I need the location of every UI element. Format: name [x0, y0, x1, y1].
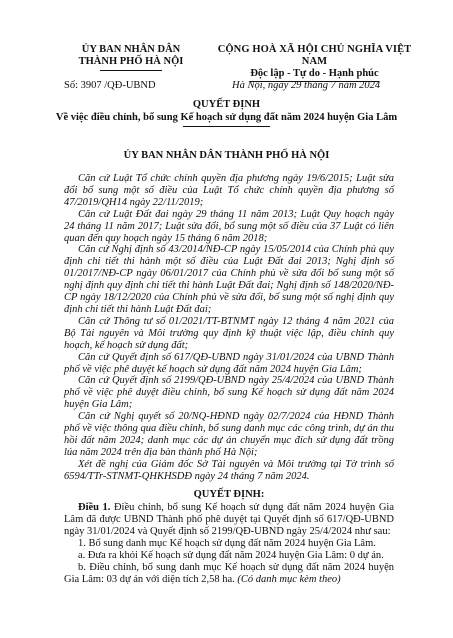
issuing-authority [56, 44, 206, 68]
preamble-item: Căn cứ Quyết định số 617/QĐ-UBND ngày 31/01/2024 của UBND Thành phố về việc phê duyệt kế hoạch sử dụng đất năm 2024 huyện Gia Lâm; [64, 351, 394, 375]
issuing-authority-line1: ỦY BAN NHÂN DÂN [81, 44, 181, 55]
article-1-text: Điều chỉnh, bổ sung Kế hoạch sử dụng đất năm 2024 huyện Gia Lâm đã được UBND Thành phố phê duyệt tại Quyết định số 617/QĐ-UBND ngày 31/01/2024 và Quyết định số 2199/QĐ-UBND ngày 25/4/2024 như sau: [64, 502, 394, 538]
preamble-item: Căn cứ Thông tư số 01/2021/TT-BTNMT ngày 12 tháng 4 năm 2021 của Bộ Tài nguyên và Môi trường quy định kỹ thuật việc lập, điều chỉnh quy hoạch, kế hoạch sử dụng đất; [64, 315, 394, 351]
decides-heading: QUYẾT ĐỊNH: [193, 488, 265, 500]
authority-heading: ỦY BAN NHÂN DÂN THÀNH PHỐ HÀ NỘI [123, 150, 330, 161]
article-1 [64, 502, 394, 538]
place-and-date: Hà Nội, ngày 29 tháng 7 năm 2024 [232, 80, 381, 91]
national-motto: Độc lập - Tự do - Hạnh phúc [250, 68, 378, 82]
article-item: a. Đưa ra khỏi Kế hoạch sử dụng đất năm 2024 huyện Gia Lâm: 0 dự án. [78, 550, 384, 562]
preamble-item: Căn cứ Luật Tổ chức chính quyền địa phương ngày 19/6/2015; Luật sửa đổi bổ sung một số điều của Luật Tổ chức chính quyền địa phương số 47/2019/QH14 ngày 22/11/2019; [64, 173, 394, 208]
article-item-text: b. Điều chỉnh, bổ sung danh mục Kế hoạch sử dụng đất năm 2024 huyện Gia Lâm: 03 dự án với diện tích 2,58 ha. [64, 562, 394, 585]
article-item: 1. Bổ sung danh mục Kế hoạch sử dụng đất năm 2024 huyện Gia Lâm. [78, 538, 376, 550]
national-header [212, 44, 417, 82]
document-subtitle: Về việc điều chỉnh, bổ sung Kế hoạch sử dụng đất năm 2024 huyện Gia Lâm [55, 112, 398, 123]
preamble-item: Căn cứ Nghị quyết số 20/NQ-HĐND ngày 02/7/2024 của HĐND Thành phố về việc thông qua điều chỉnh, bổ sung danh mục các công trình, dự án thu hồi đất năm 2024; danh mục các dự án chuyển mục đích sử dụng đất trồng lúa năm 2024 trên địa bàn thành phố Hà Nội; [64, 411, 394, 458]
annex-note: (Có danh mục kèm theo) [234, 573, 341, 585]
preamble-item: Xét đề nghị của Giám đốc Sở Tài nguyên và Môi trường tại Tờ trình số 6594/TTr-STNMT-QHKHSDĐ ngày 24 tháng 7 năm 2024. [64, 458, 394, 482]
preamble-item: Căn cứ Quyết định số 2199/QĐ-UBND ngày 25/4/2024 của UBND Thành phố về việc phê duyệt điều chỉnh, bổ sung Kế hoạch sử dụng đất năm 2024 huyện Gia Lâm; [64, 375, 394, 411]
document-number: Số: 3907 /QĐ-UBND [64, 80, 156, 91]
article-1-label: Điều 1. [78, 502, 111, 514]
document-title: QUYẾT ĐỊNH [192, 99, 261, 110]
document-body [64, 173, 394, 586]
nation-name: CỘNG HOÀ XÃ HỘI CHỦ NGHĨA VIỆT NAM [217, 44, 412, 67]
preamble-item: Căn cứ Nghị định số 43/2014/NĐ-CP ngày 15/05/2014 của Chính phủ quy định chi tiết thi hành một số điều của Luật Đất đai 2013; Nghị định số 01/2017/NĐ-CP ngày 06/01/2017 của Chính phủ về sửa đổi bổ sung một số nghị định quy định chi tiết thi hành Luật Đất đai; Nghị định số 148/2020/NĐ-CP ngày 18/12/2020 của Chính phủ về sửa đổi, bổ sung một số nghị định quy định chi tiết thi hành Luật Đất đai; [64, 244, 394, 315]
issuing-authority-line2: THÀNH PHỐ HÀ NỘI [78, 56, 184, 67]
preamble-item: Căn cứ Luật Đất đai ngày 29 tháng 11 năm 2013; Luật Quy hoạch ngày 24 tháng 11 năm 2017; Luật sửa đổi, bổ sung một số điều của 37 Luật có liên quan đến quy hoạch ngày 15 tháng 6 năm 2018; [64, 208, 394, 244]
authority-underline [100, 70, 162, 71]
subtitle-underline [183, 126, 270, 127]
article-item [64, 562, 394, 586]
